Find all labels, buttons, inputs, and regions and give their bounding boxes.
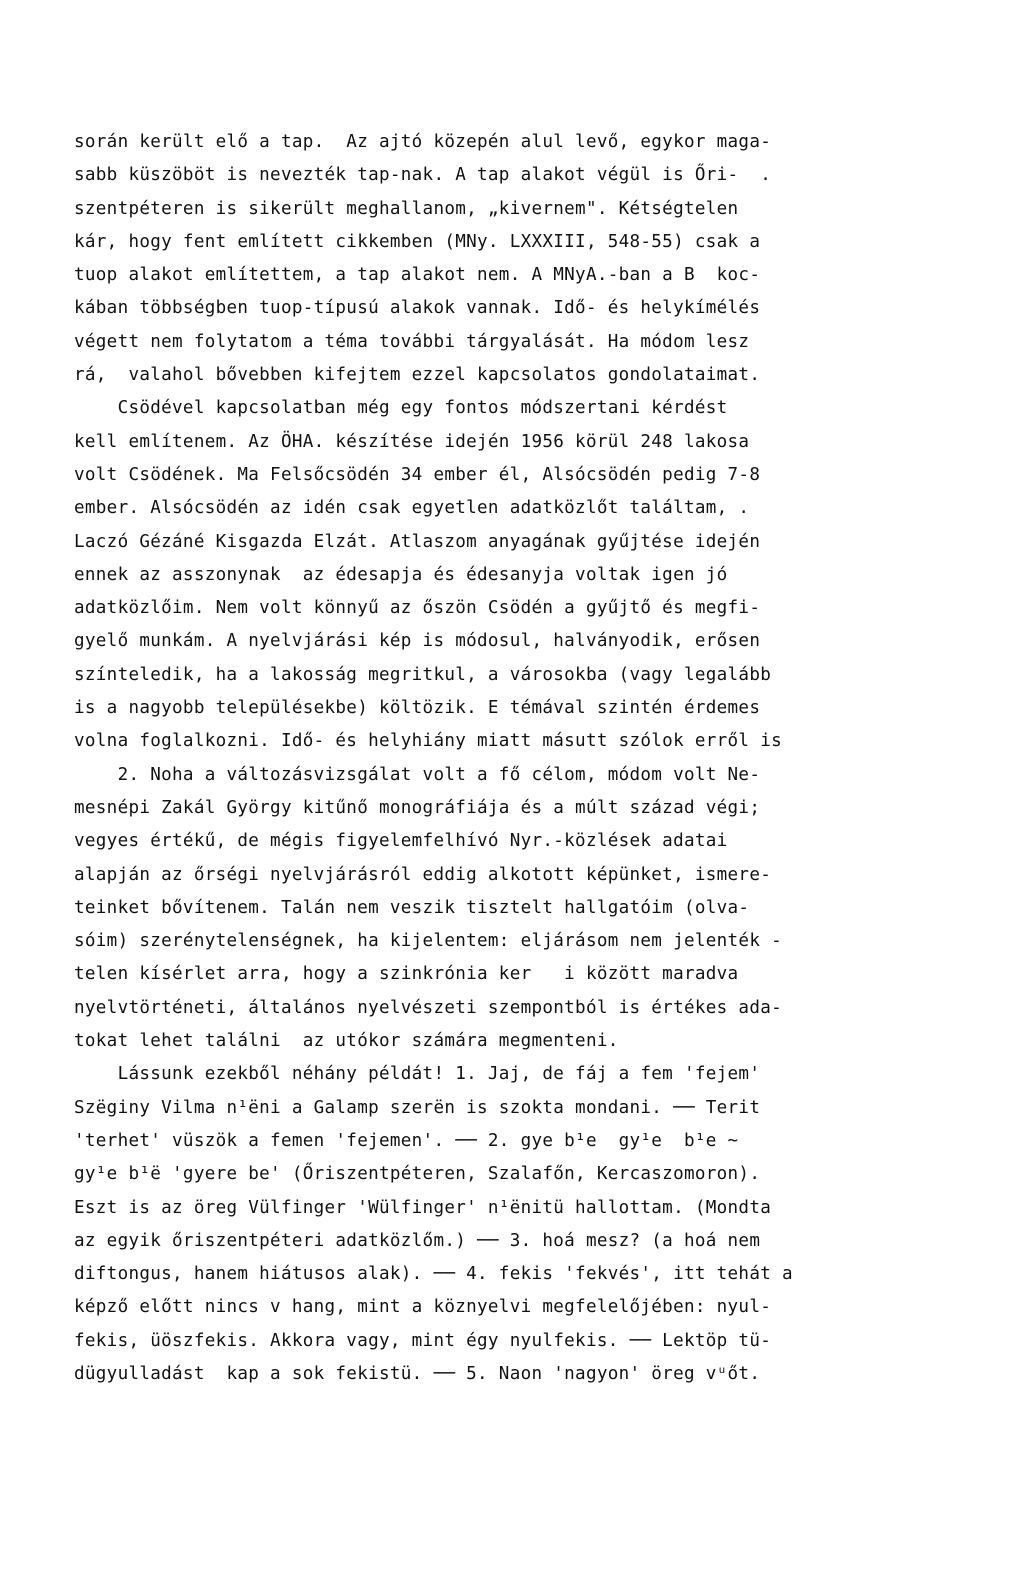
text-line: volna foglalkozni. Idő- és helyhiány miatt másutt szólok erről is bbox=[74, 731, 783, 752]
text-line: diftongus, hanem hiátusos alak). ── 4. fekis 'fekvés', itt tehát a bbox=[74, 1264, 793, 1285]
text-line: is a nagyobb településekbe) költözik. E témával szintén érdemes bbox=[74, 698, 761, 719]
text-line: telen kísérlet arra, hogy a szinkrónia ker i között maradva bbox=[74, 964, 739, 985]
text-line: ennek az asszonynak az édesapja és édesanyja voltak igen jó bbox=[74, 564, 728, 585]
text-line: alapján az őrségi nyelvjárásról eddig alkotott képünket, ismere- bbox=[74, 864, 772, 885]
text-line: fekis, üöszfekis. Akkora vagy, mint égy nyulfekis. ── Lektöp tü- bbox=[74, 1330, 772, 1351]
text-line: mesnépi Zakál György kitűnő monográfiája és a múlt század végi; bbox=[74, 797, 761, 818]
text-line: képző előtt nincs v hang, mint a köznyelvi megfelelőjében: nyul- bbox=[74, 1297, 772, 1318]
text-line: dügyulladást kap a sok fekistü. ── 5. Naon 'nagyon' öreg vᵘőt. bbox=[74, 1363, 761, 1384]
text-line: szentpéteren is sikerült meghallanom, „kivernem". Kétségtelen bbox=[74, 198, 739, 219]
text-line: tokat lehet találni az utókor számára megmenteni. bbox=[74, 1031, 619, 1052]
text-line: során került elő a tap. Az ajtó közepén alul levő, egykor maga- bbox=[74, 132, 772, 152]
text-line: gyelő munkám. A nyelvjárási kép is módosul, halványodik, erősen bbox=[74, 631, 761, 652]
text-line: kell említenem. Az ÖHA. készítése idején 1956 körül 248 lakosa bbox=[74, 431, 750, 452]
text-line: gy¹e b¹ë 'gyere be' (Őriszentpéteren, Szalafőn, Kercaszomoron). bbox=[74, 1164, 761, 1185]
text-line: rá, valahol bővebben kifejtem ezzel kapcsolatos gondolataimat. bbox=[74, 365, 761, 386]
text-line: végett nem folytatom a téma további tárgyalását. Ha módom lesz bbox=[74, 331, 750, 352]
text-line: színteledik, ha a lakosság megritkul, a városokba (vagy legalább bbox=[74, 664, 772, 685]
text-line: tuop alakot említettem, a tap alakot nem. A MNyA.-ban a B koc- bbox=[74, 265, 761, 286]
text-line: kában többségben tuop-típusú alakok vannak. Idő- és helykímélés bbox=[74, 298, 761, 319]
text-line: Csödével kapcsolatban még egy fontos módszertani kérdést bbox=[74, 398, 728, 419]
text-line: 2. Noha a változásvizsgálat volt a fő célom, módom volt Ne- bbox=[74, 764, 761, 785]
text-line: vegyes értékű, de mégis figyelemfelhívó Nyr.-közlések adatai bbox=[74, 831, 728, 852]
text-line: sabb küszöböt is nevezték tap-nak. A tap alakot végül is Őri- . bbox=[74, 165, 772, 186]
text-line: nyelvtörténeti, általános nyelvészeti szempontból is értékes ada- bbox=[74, 997, 783, 1018]
text-line: volt Csödének. Ma Felsőcsödén 34 ember él, Alsócsödén pedig 7-8 bbox=[74, 464, 761, 485]
text-line: 'terhet' vüszök a femen 'fejemen'. ── 2. gye b¹e gy¹e b¹e ~ bbox=[74, 1130, 739, 1151]
text-line: Szëginy Vilma n¹ëni a Galamp szerën is szokta mondani. ── Terit bbox=[74, 1097, 761, 1118]
text-line: Laczó Gézáné Kisgazda Elzát. Atlaszom anyagának gyűjtése idején bbox=[74, 531, 761, 552]
document-text bbox=[74, 126, 954, 1391]
text-line: adatközlőim. Nem volt könnyű az őszön Csödén a gyűjtő és megfi- bbox=[74, 598, 761, 619]
text-line: az egyik őriszentpéteri adatközlőm.) ── 3. hoá mesz? (a hoá nem bbox=[74, 1230, 761, 1251]
text-line: ember. Alsócsödén az idén csak egyetlen adatközlőt találtam, . bbox=[74, 498, 750, 519]
text-line: sóim) szerénytelenségnek, ha kijelentem: eljárásom nem jelenték - bbox=[74, 931, 783, 952]
text-line: Eszt is az öreg Vülfinger 'Wülfinger' n¹ënitü hallottam. (Mondta bbox=[74, 1197, 772, 1218]
text-line: teinket bővítenem. Talán nem veszik tisztelt hallgatóim (olva- bbox=[74, 897, 750, 918]
text-line: Lássunk ezekből néhány példát! 1. Jaj, de fáj a fem 'fejem' bbox=[74, 1064, 761, 1085]
text-line: kár, hogy fent említett cikkemben (MNy. LXXXIII, 548-55) csak a bbox=[74, 231, 761, 252]
